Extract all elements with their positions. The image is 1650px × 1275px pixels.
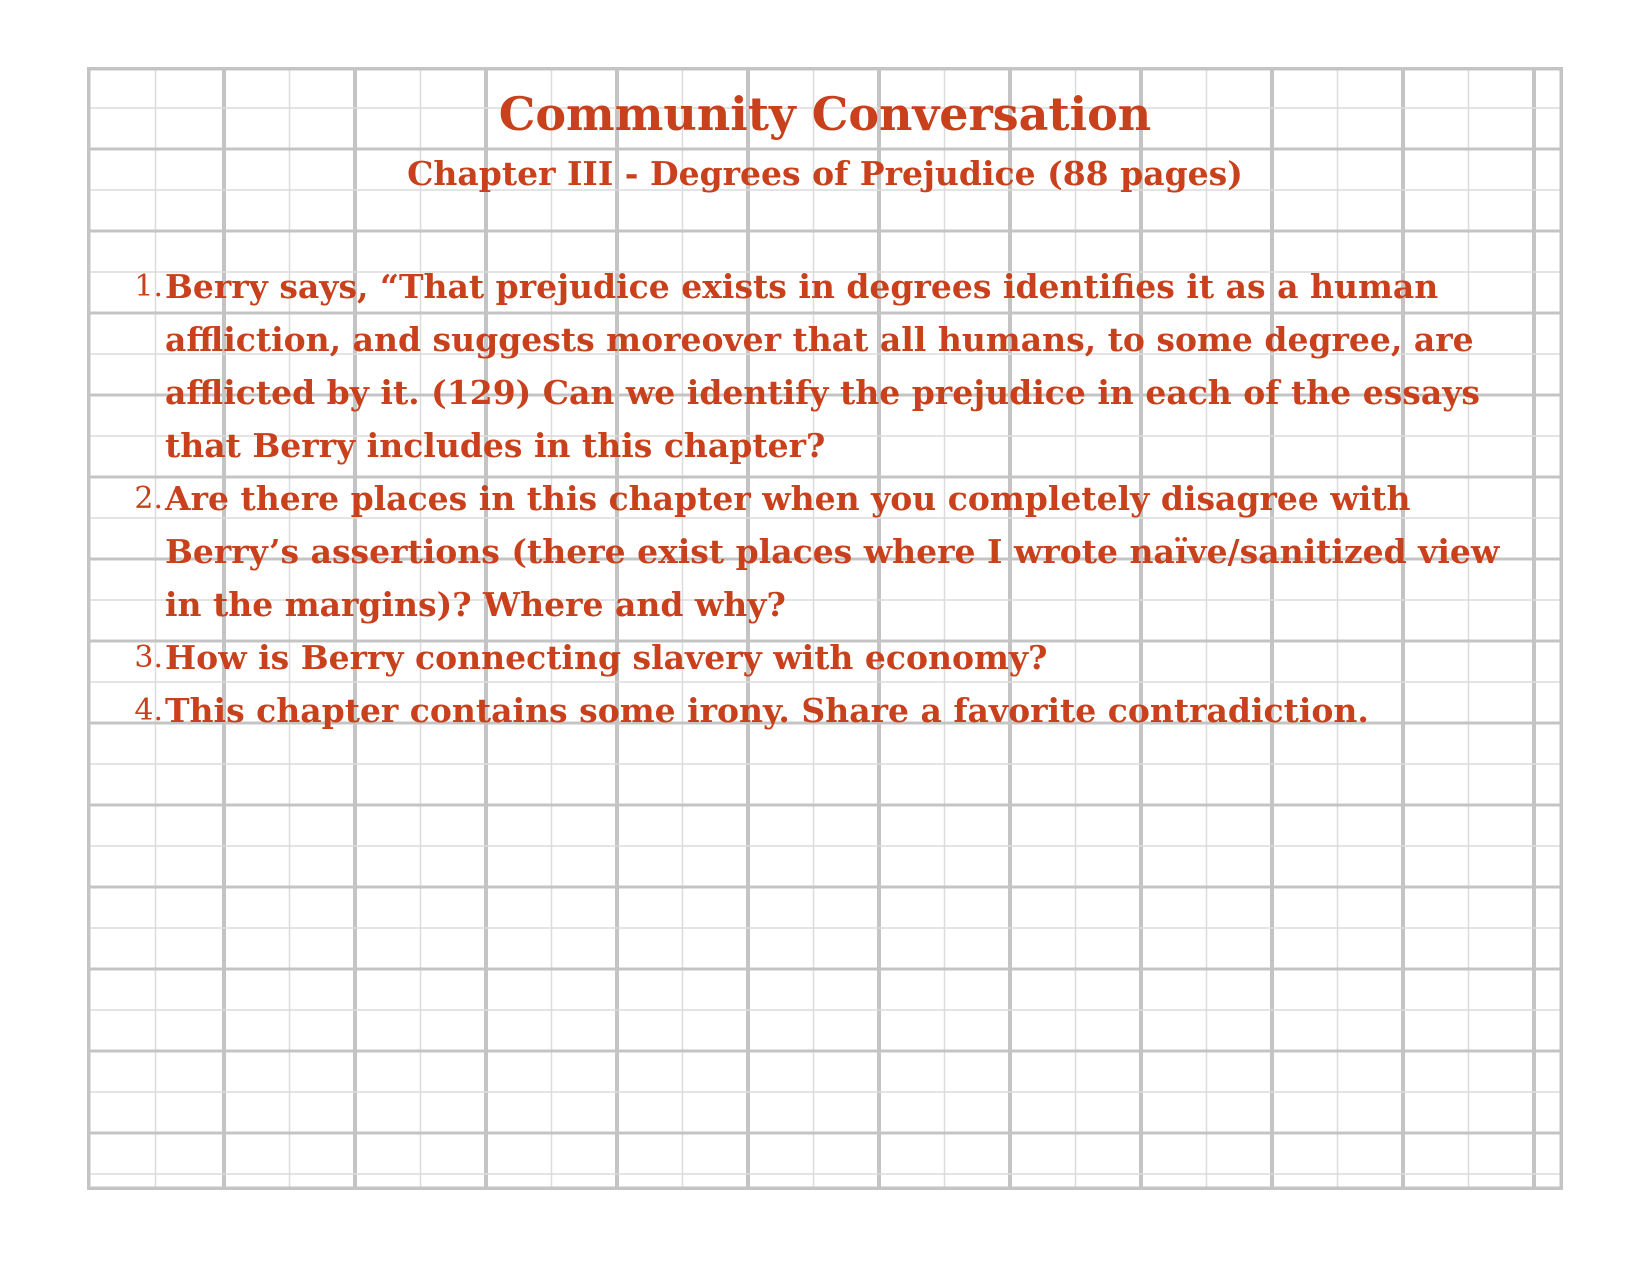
question-item [123, 472, 1543, 631]
question-text: Are there places in this chapter when you completely disagree with Berry’s assertions (there exist places where I wrote naïve/sanitized view in the margins)? Where and why? [165, 479, 1500, 624]
chapter-subtitle: Chapter III - Degrees of Prejudice (88 pages) [407, 154, 1243, 193]
question-number: 4. [134, 693, 163, 728]
question-item [123, 684, 1543, 737]
question-number: 1. [134, 269, 163, 304]
question-list [123, 260, 1543, 737]
question-number: 2. [134, 481, 163, 516]
document-content [87, 67, 1563, 1190]
question-number: 3. [134, 640, 163, 675]
question-text: How is Berry connecting slavery with economy? [165, 638, 1048, 677]
question-item [123, 631, 1543, 684]
question-text: This chapter contains some irony. Share a favorite contradiction. [165, 691, 1369, 730]
page-title: Community Conversation [498, 87, 1152, 141]
question-text: Berry says, “That prejudice exists in degrees identifies it as a human affliction, and suggests moreover that all humans, to some degree, are afflicted by it. (129) Can we identify the prejudice in each of the essays that Berry includes in this chapter? [165, 267, 1480, 465]
question-item [123, 260, 1543, 472]
